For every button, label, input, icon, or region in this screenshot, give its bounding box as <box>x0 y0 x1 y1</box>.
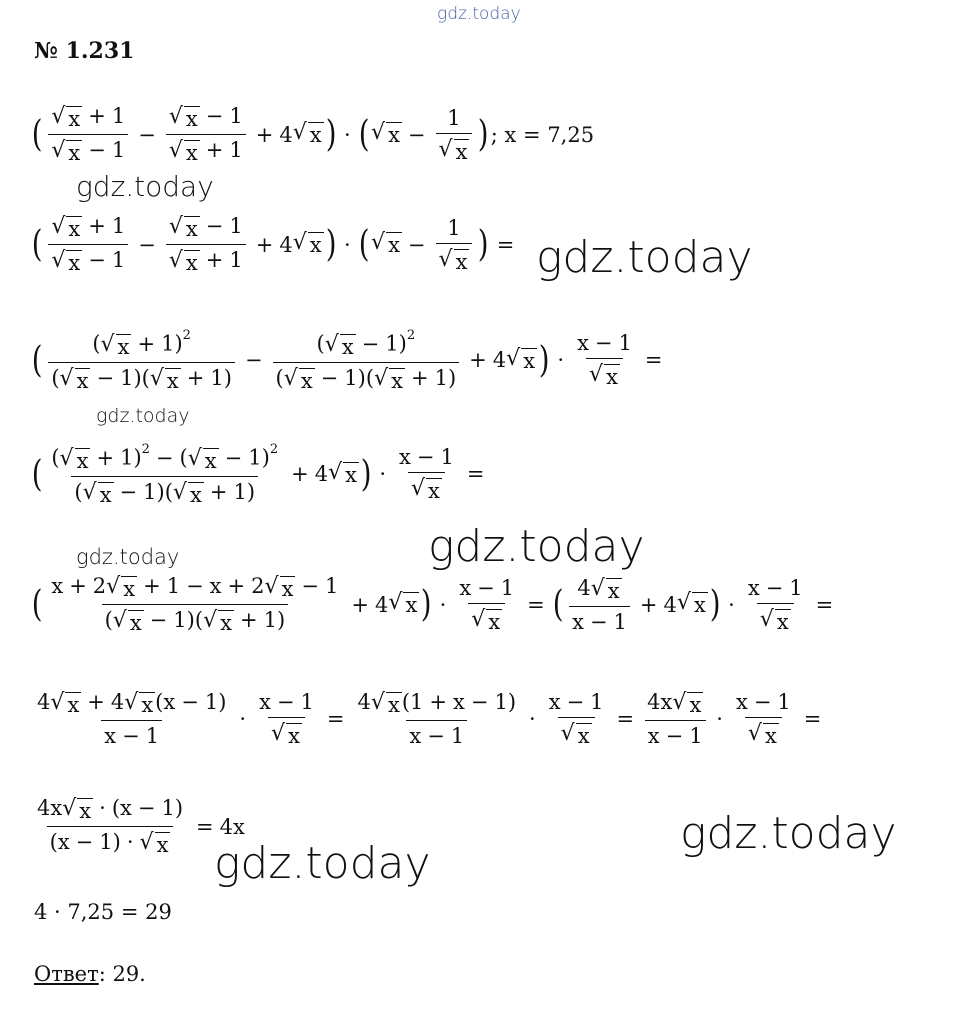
expression-line-2: ( √ x + 1 √ x − 1 − √ x − 1 √ x + 1 + 4 √ x ) · ( √ x − 1 √ x ) = <box>31 214 515 276</box>
expression-line-5: ( x + 2 √ x + 1 − x + 2 √ x − 1 ( √ x − 1)( √ x + 1) + 4 √ x ) · x − 1 √ x = ( 4 √ x x − 1 + 4 √ x ) · x − 1 √ x = <box>31 574 834 636</box>
answer-line <box>34 962 146 986</box>
watermark: gdz.today <box>96 405 190 427</box>
watermark: gdz.today <box>680 808 897 859</box>
watermark: gdz.today <box>76 170 214 203</box>
calculation-line: 4 · 7,25 = 29 <box>34 900 172 924</box>
answer-value: : 29. <box>98 962 146 986</box>
watermark: gdz.today <box>214 838 431 889</box>
watermark: gdz.today <box>536 232 753 283</box>
answer-label: Ответ <box>34 962 99 986</box>
expression-line-3: ( ( √ x + 1)$^2$ ( √ x − 1)( √ x + 1) − ( √ x − 1)$^2$ ( √ x − 1)( √ x + 1) + 4 √ x ) · x − 1 √ x = <box>31 328 663 393</box>
x-value: x = 7,25 <box>504 122 595 147</box>
expression-line-4: ( ( √ x + 1)$^2$ − ( √ x − 1)$^2$ ( √ x − 1)( √ x + 1) + 4 √ x ) · x − 1 √ x = <box>31 442 485 507</box>
simplified-result: 4x <box>219 814 245 839</box>
problem-number: № 1.231 <box>34 38 135 64</box>
watermark: gdz.today <box>428 521 645 572</box>
expression-line-6: 4 √ x + 4 √ x (x − 1) x − 1 · x − 1 √ x = 4 √ x (1 + x − 1) x − 1 · x − 1 √ x = 4x √ x x − 1 · x − 1 √ x = <box>37 690 822 749</box>
watermark: gdz.today <box>76 545 180 569</box>
watermark-top: gdz.today <box>437 4 521 24</box>
expression-line-7: 4x √ x · (x − 1) (x − 1) · √ x = 4x <box>37 796 245 858</box>
expression-line-1: ( √ x + 1 √ x − 1 − √ x − 1 √ x + 1 + 4 √ x ) · ( √ x − 1 √ x ) ; x = 7,25 <box>31 104 595 166</box>
